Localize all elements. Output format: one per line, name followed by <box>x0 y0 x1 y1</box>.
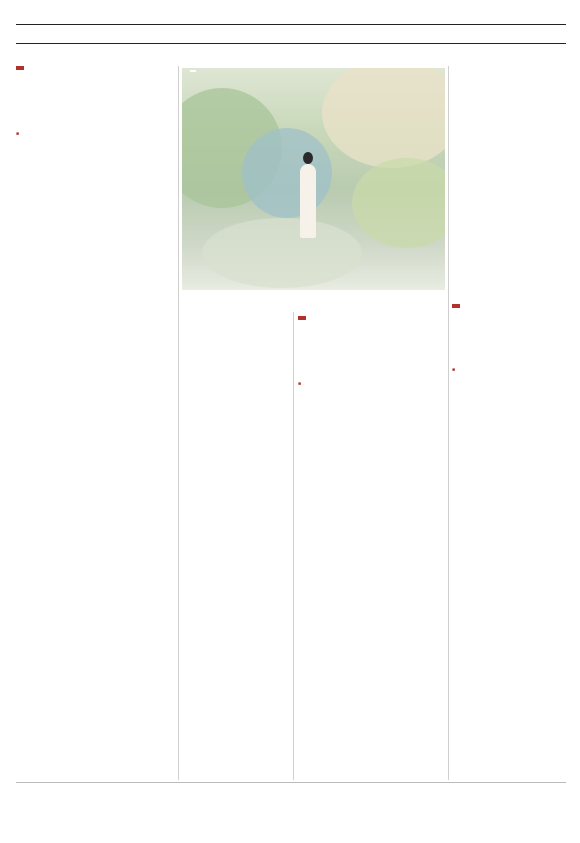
photo-of-the-day <box>182 68 445 290</box>
right-article-body <box>452 366 566 778</box>
column-divider <box>178 66 179 780</box>
paragraph <box>16 130 174 138</box>
column-divider <box>293 312 294 780</box>
column-divider <box>448 66 449 780</box>
left-tag <box>16 66 24 70</box>
section-title <box>16 24 566 44</box>
page-header <box>16 8 566 20</box>
paragraph <box>452 366 566 374</box>
right-column-top <box>452 66 566 298</box>
director-reply <box>182 482 289 642</box>
left-article-body <box>16 130 174 778</box>
visitor-figure <box>300 164 316 238</box>
photo-label <box>190 70 196 72</box>
footer-rule <box>16 782 566 783</box>
left-continuation <box>182 314 289 474</box>
paragraph <box>298 380 370 388</box>
middle-article-body-2 <box>374 316 444 778</box>
visitor-head <box>303 152 313 164</box>
right-tag <box>452 304 460 308</box>
middle-tag <box>298 316 306 320</box>
middle-article-body-1 <box>298 380 370 778</box>
